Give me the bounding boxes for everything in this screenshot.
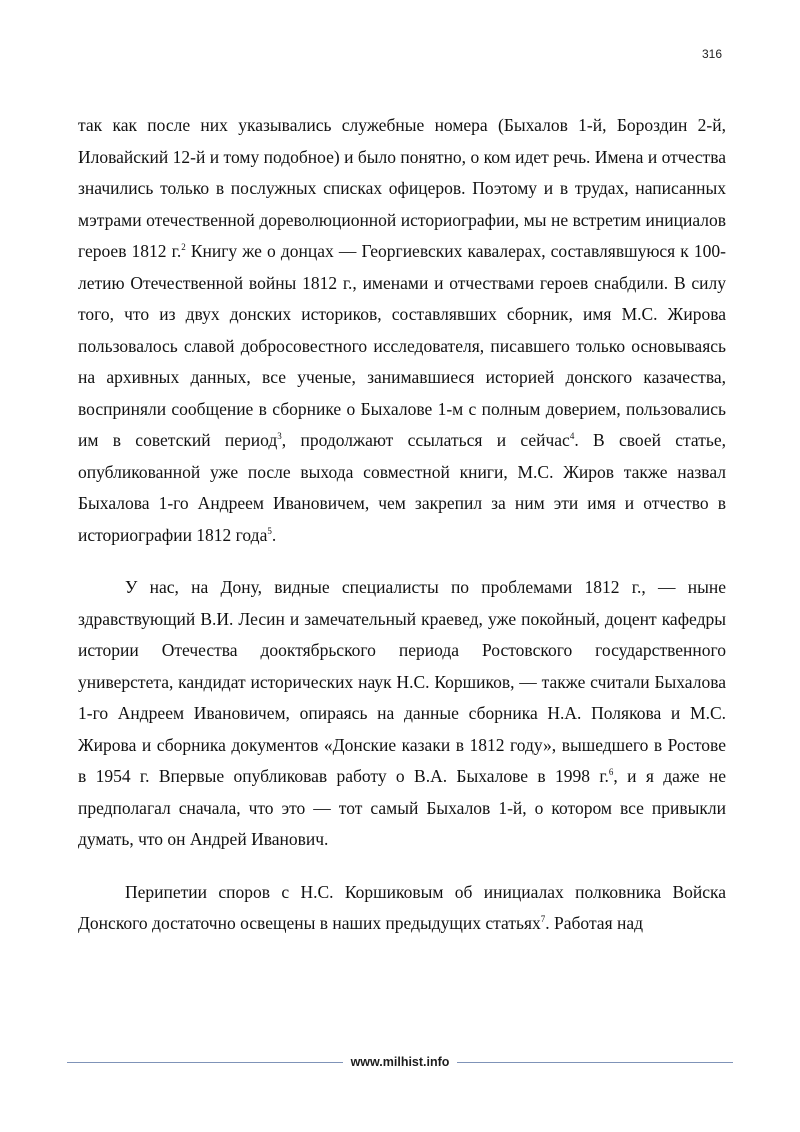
paragraph-3 bbox=[78, 877, 726, 940]
page-footer bbox=[67, 1055, 733, 1069]
footer-rule-right bbox=[457, 1062, 733, 1063]
footnote-ref-7[interactable]: 7 bbox=[540, 914, 546, 924]
text-run: так как после них указывались служебные номера (Быхалов 1-й, Бороздин 2-й, Иловайский 12-й и тому подобное) и было понятно, о ком идет речь. Имена и отчества значились только в послужных списках офицеров. Поэтому и в трудах, написанных мэтрами отечественной дореволюционной историографии, мы не встретим инициалов героев 1812 г. bbox=[78, 115, 726, 261]
footnote-ref-6[interactable]: 6 bbox=[608, 767, 614, 777]
footer-rule-left bbox=[67, 1062, 343, 1063]
footnote-ref-4[interactable]: 4 bbox=[569, 431, 575, 441]
text-run: . В своей статье, опубликованной уже после выхода совместной книги, М.С. Жиров также назвал Быхалова 1-го Андреем Ивановичем, чем закрепил за ним эти имя и отчество в историографии 1812 года bbox=[78, 430, 726, 545]
paragraph-2 bbox=[78, 572, 726, 856]
text-run: , продолжают ссылаться и сейчас bbox=[281, 430, 570, 450]
text-run: У нас, на Дону, видные специалисты по проблемами 1812 г., — ныне здравствующий В.И. Лесин и замечательный краевед, уже покойный, доцент кафедры истории Отечества дооктябрьского периода Ростовского государственного универстета, кандидат исторических наук Н.С. Коршиков, — также считали Быхалова 1-го Андреем Ивановичем, опираясь на данные сборника Н.А. Полякова и М.С. Жирова и сборника документов «Донские казаки в 1812 году», вышедшего в Ростове в 1954 г. Впервые опубликовав работу о В.А. Быхалове в 1998 г. bbox=[78, 577, 726, 786]
footnote-ref-5[interactable]: 5 bbox=[267, 525, 272, 536]
footer-site-link[interactable]: www.milhist.info bbox=[350, 1055, 450, 1069]
text-run: . Работая над bbox=[545, 913, 644, 933]
footnote-ref-2[interactable]: 2 bbox=[181, 242, 186, 252]
text-run: . bbox=[271, 524, 277, 545]
page-number: 316 bbox=[701, 47, 722, 61]
footnote-ref-3[interactable]: 3 bbox=[277, 431, 282, 441]
text-run: Перипетии споров с Н.С. Коршиковым об инициалах полковника Войска Донского достаточно освещены в наших предыдущих статьях bbox=[78, 881, 726, 933]
document-body bbox=[78, 110, 726, 940]
paragraph-1 bbox=[78, 110, 726, 551]
text-run: , и я даже не предполагал сначала, что это — тот самый Быхалов 1-й, о котором все привыкли думать, что он Андрей Иванович. bbox=[78, 766, 726, 849]
text-run: Книгу же о донцах — Георгиевских кавалерах, составлявшуюся к 100-летию Отечественной войны 1812 г., именами и отчествами героев снабдили. В силу того, что из двух донских историков, составлявших сборник, имя М.С. Жирова пользовалось славой добросовестного исследователя, писавшего только основываясь на архивных данных, все ученые, занимавшиеся историей донского казачества, восприняли сообщение в сборнике о Быхалове 1-м с полным доверием, пользовались им в советский период bbox=[78, 241, 726, 450]
